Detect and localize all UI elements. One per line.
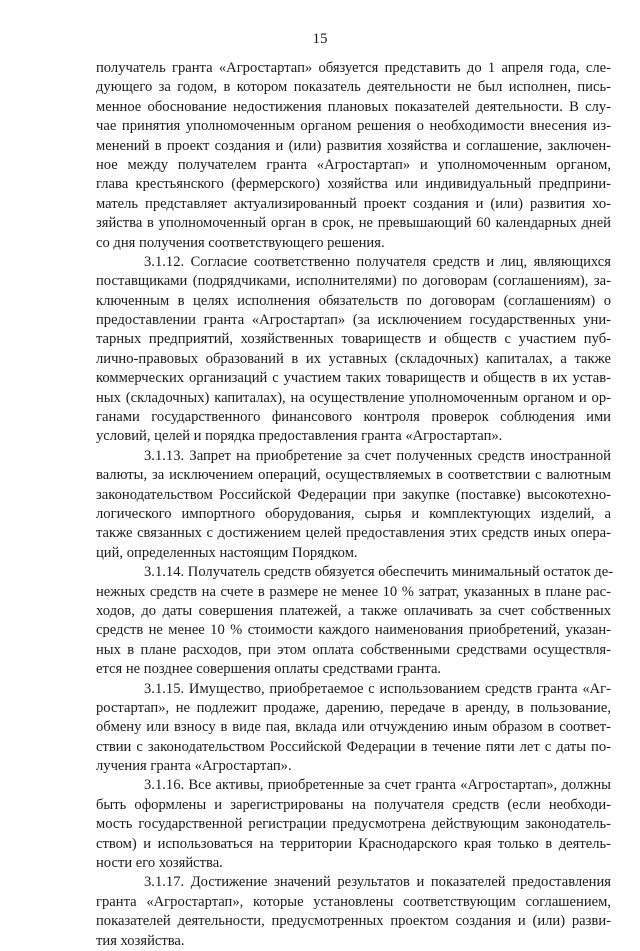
- paragraph-line: лучения гранта «Агростартап».: [96, 758, 292, 775]
- paragraph-line: лично-правовых образований в их уставных (складочных) капиталах, а также: [96, 350, 611, 367]
- paragraph: [96, 447, 611, 563]
- paragraph-line: предоставлении гранта «Агростартап» (за исключением государственных уни-: [96, 312, 611, 329]
- paragraph: [96, 563, 614, 679]
- paragraph-line: 3.1.16. Все активы, приобретенные за счет гранта «Агростартап», должны: [144, 777, 611, 794]
- paragraph: [96, 680, 611, 777]
- paragraph-line: коммерческих организаций с участием таких товариществ и обществ в их устав-: [96, 370, 611, 387]
- paragraph-line: нежных средств на счете в размере не менее 10 % затрат, указанных в плане рас-: [96, 583, 611, 600]
- paragraph-line: матель представляет актуализированный проект создания и (или) развития хо-: [96, 195, 611, 212]
- paragraph-line: ных (складочных) капиталах), на осуществление уполномоченным органом и ор-: [96, 389, 611, 406]
- paragraph-line: ростартап», не подлежит продаже, дарению, передаче в аренду, в пользование,: [96, 699, 611, 716]
- paragraph-line: мость государственной регистрации предусмотрена действующим законодатель-: [96, 816, 611, 833]
- paragraph-line: чае принятия уполномоченным органом решения о необходимости внесения из-: [96, 118, 611, 135]
- paragraph-line: валюты, за исключением операций, осуществляемых в соответствии с валютным: [96, 467, 611, 484]
- paragraph-line: ности его хозяйства.: [96, 855, 223, 872]
- paragraph-line: также связанных с достижением целей предоставления этих средств иных опера-: [96, 525, 611, 542]
- paragraph-line: 3.1.15. Имущество, приобретаемое с использованием средств гранта «Аг-: [144, 680, 611, 697]
- page-number: 15: [312, 31, 328, 47]
- paragraph: [96, 253, 611, 447]
- paragraph-line: ходов, до даты совершения платежей, а также оплачивать за счет собственных: [96, 602, 611, 619]
- paragraph-line: ключенным в целях исполнения обязательств по договорам (соглашениям) о: [96, 292, 611, 309]
- paragraph-line: ется не позднее совершения оплаты средствами гранта.: [96, 661, 442, 678]
- paragraph-line: гранта «Агростартап», которые установлены соответствующим соглашением,: [96, 893, 611, 910]
- paragraph-line: показателей деятельности, предусмотренных проектом создания и (или) разви-: [96, 913, 611, 930]
- paragraph: [96, 776, 611, 873]
- paragraph-line: тарных предприятий, хозяйственных товариществ и обществ с участием пуб-: [96, 331, 611, 348]
- paragraph-line: 3.1.17. Достижение значений результатов и показателей предоставления: [144, 874, 611, 891]
- paragraph: [96, 873, 611, 951]
- paragraph-line: 3.1.12. Согласие соответственно получателя средств и лиц, являющихся: [144, 253, 611, 270]
- paragraph-line: законодательством Российской Федерации при закупке (поставке) высокотехно-: [96, 486, 611, 503]
- paragraph-line: ством) и использоваться на территории Краснодарского края только в деятель-: [96, 835, 611, 852]
- paragraph-line: ций, определенных настоящим Порядком.: [96, 544, 358, 561]
- paragraph-line: ное между получателем гранта «Агростартап» и уполномоченным органом,: [96, 156, 611, 173]
- paragraph: [96, 59, 611, 253]
- paragraph-line: ганами государственного финансового контроля проверок соблюдения ими: [96, 409, 611, 426]
- paragraph-line: 3.1.14. Получатель средств обязуется обеспечить минимальный остаток де-: [144, 564, 614, 581]
- paragraph-line: логического импортного оборудования, сырья и комплектующих изделий, а: [96, 505, 611, 522]
- paragraph-line: дующего за годом, в котором показатель деятельности не был исполнен, пись-: [96, 79, 611, 96]
- paragraph-line: ных в плане расходов, при этом оплата собственными средствами осуществля-: [96, 641, 611, 658]
- paragraph-line: менное обоснование недостижения плановых показателей деятельности. В слу-: [96, 98, 611, 115]
- paragraph-line: менений в проект создания и (или) развития хозяйства и соглашение, заключен-: [96, 137, 611, 154]
- paragraph-line: тия хозяйства.: [96, 932, 185, 949]
- paragraph-line: 3.1.13. Запрет на приобретение за счет полученных средств иностранной: [144, 447, 611, 464]
- paragraph-line: глава крестьянского (фермерского) хозяйства или индивидуальный предприни-: [96, 176, 611, 193]
- paragraph-line: получатель гранта «Агростартап» обязуется представить до 1 апреля года, сле-: [96, 60, 611, 76]
- paragraph-line: средств не менее 10 % стоимости каждого наименования приобретений, указан-: [96, 622, 611, 639]
- paragraph-line: условий, целей и порядка предоставления гранта «Агростартап».: [96, 428, 503, 445]
- paragraph-line: со дня получения соответствующего решения.: [96, 234, 385, 251]
- paragraph-line: обмену или взносу в виде пая, вклада или отчуждению иным образом в соответ-: [96, 719, 611, 736]
- paragraph-line: зяйства в уполномоченный орган в срок, не превышающий 60 календарных дней: [96, 215, 611, 232]
- paragraph-line: ствии с законодательством Российской Федерации в течение пяти лет с даты по-: [96, 738, 611, 755]
- body-text: [96, 59, 614, 951]
- paragraph-line: быть оформлены и зарегистрированы на получателя средств (если необходи-: [96, 796, 611, 813]
- paragraph-line: поставщиками (подрядчиками, исполнителями) по договорам (соглашениям), за-: [96, 273, 611, 290]
